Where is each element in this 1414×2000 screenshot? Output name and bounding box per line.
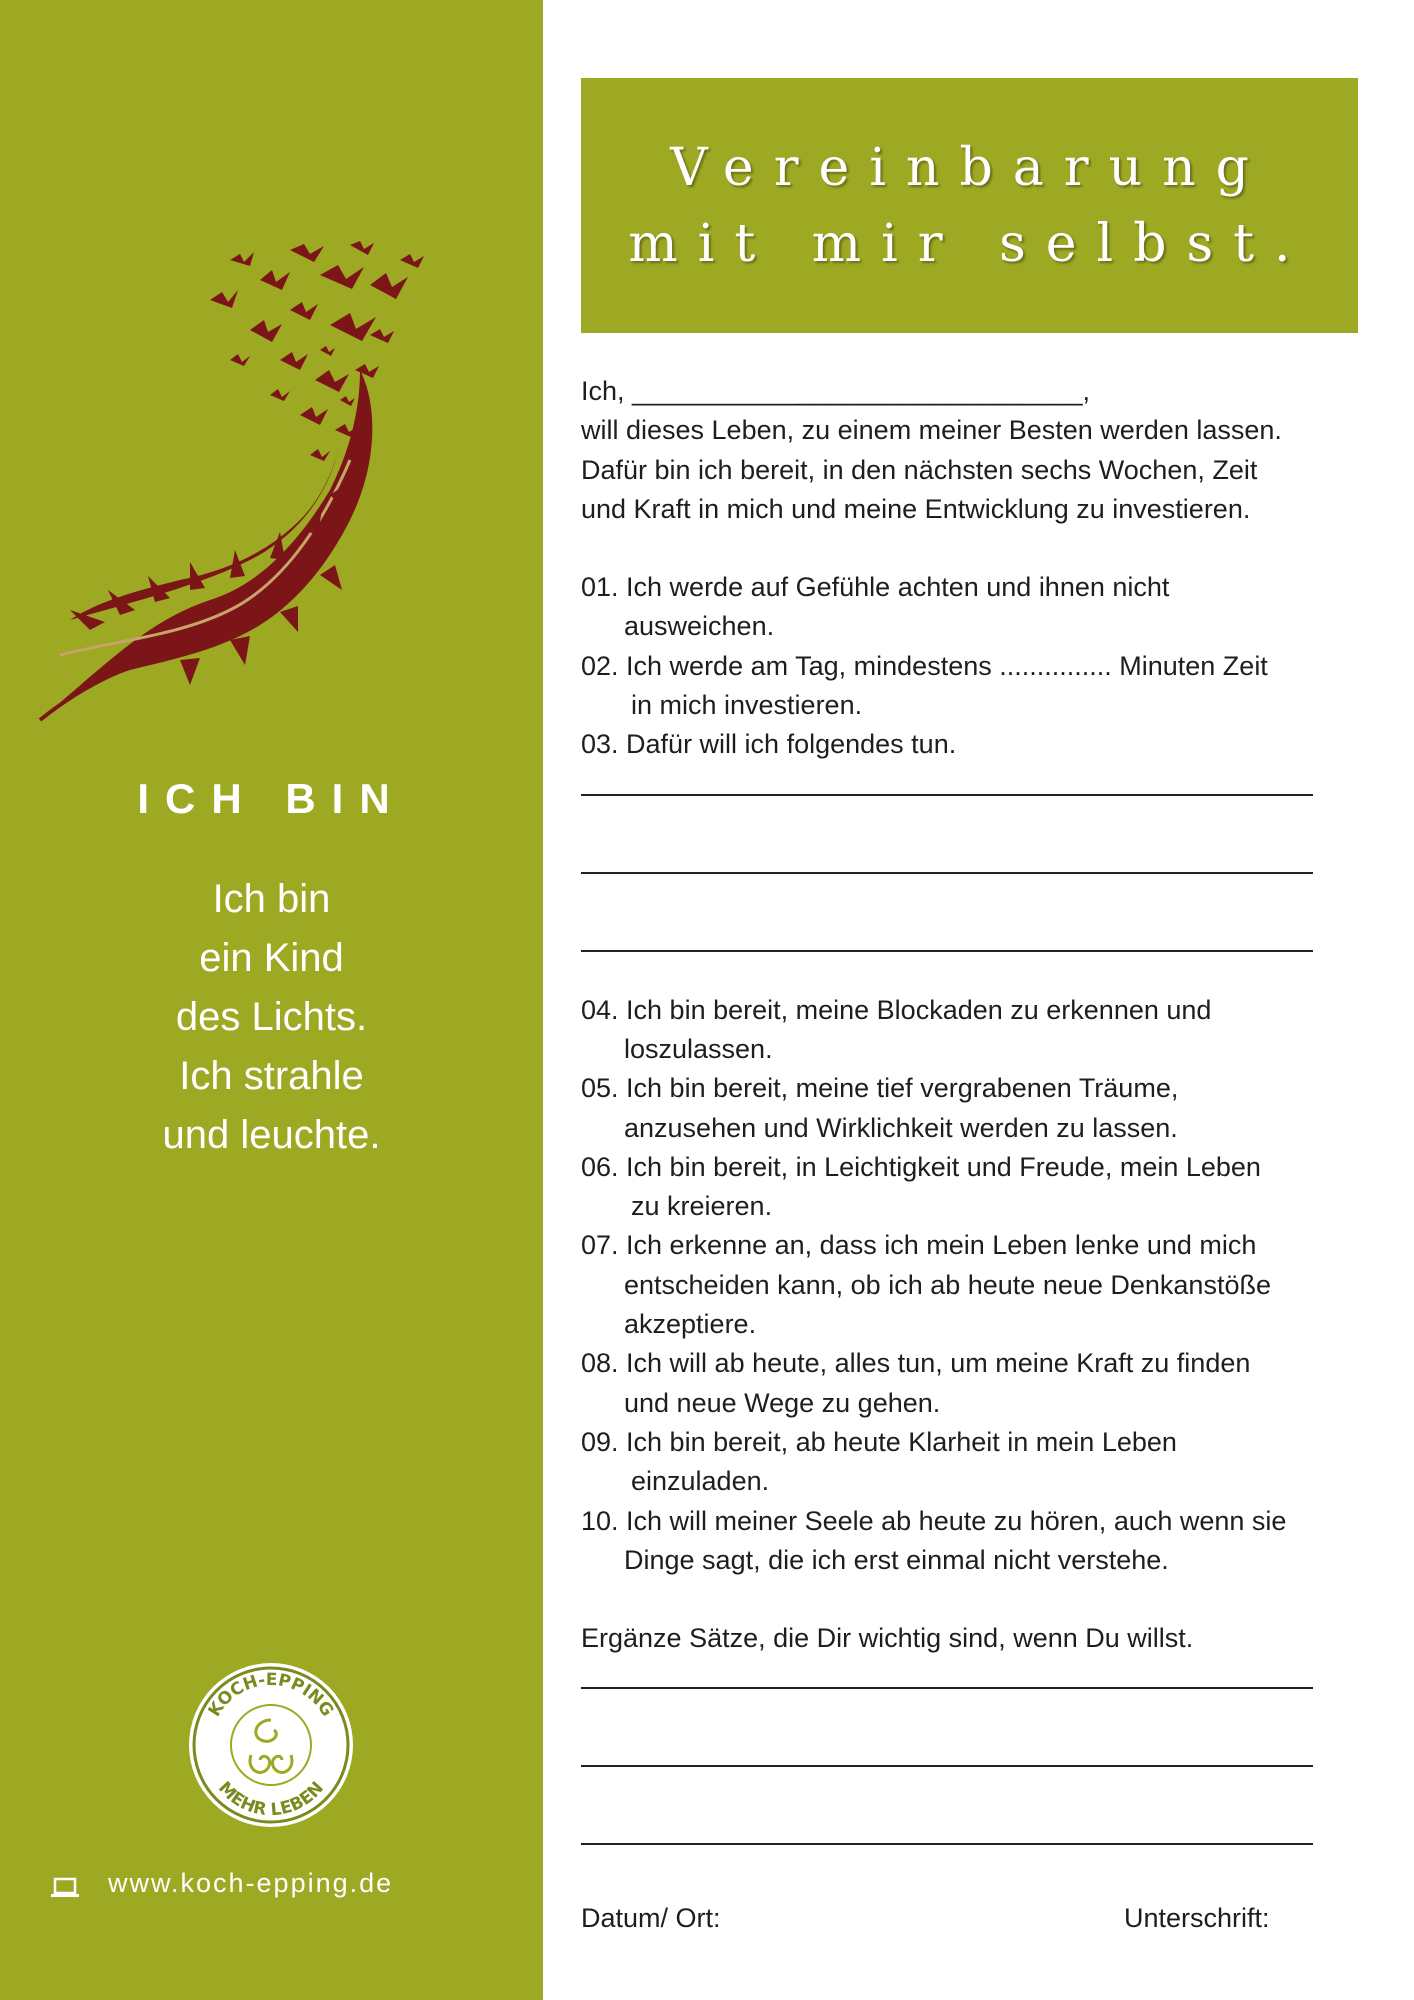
poem-line: Ich bin [212,877,331,921]
item-05-cont: anzusehen und Wirklichkeit werden zu lassen. [624,1112,1178,1143]
intro-line: Dafür bin ich bereit, in den nächsten sechs Wochen, Zeit [581,454,1258,485]
item-07-cont: akzeptiere. [624,1309,757,1340]
item-08-cont: und neue Wege zu gehen. [624,1387,941,1418]
poem-line: Ich strahle [179,1054,364,1098]
item-02: 02. Ich werde am Tag, mindestens ............... Minuten Zeit [581,650,1268,681]
intro-name-line: Ich, ______________________________, [581,376,1091,406]
item-04-cont: loszulassen. [624,1033,773,1064]
laptop-icon [50,1876,80,1900]
poem [0,870,543,1165]
intro-line: und Kraft in mich und meine Entwicklung zu investieren. [581,493,1251,524]
item-04: 04. Ich bin bereit, meine Blockaden zu erkennen und [581,994,1212,1025]
item-03: 03. Dafür will ich folgendes tun. [581,729,957,760]
item-05: 05. Ich bin bereit, meine tief vergrabenen Träume, [581,1073,1179,1104]
item-10: 10. Ich will meiner Seele ab heute zu hören, auch wenn sie [581,1505,1287,1536]
koch-epping-logo [186,1660,356,1830]
write-line[interactable] [581,921,1371,960]
item-08: 08. Ich will ab heute, alles tun, um meine Kraft zu finden [581,1348,1251,1379]
poem-line: ein Kind [199,936,344,980]
website-link[interactable]: www.koch-epping.de [108,1868,394,1898]
item-09-cont: einzuladen. [631,1466,770,1497]
item-02-cont: in mich investieren. [631,690,863,721]
logo-text-bottom: MEHR LEBEN [214,1778,328,1821]
item-01-cont: ausweichen. [624,611,775,642]
item-10-cont: Dinge sagt, die ich erst einmal nicht verstehe. [624,1544,1169,1575]
write-line[interactable] [581,1814,1371,1853]
write-line[interactable] [581,843,1371,882]
agreement-text [581,372,1371,1853]
logo-text-top: KOCH-EPPING [204,1669,338,1721]
unterschrift-label: Unterschrift: [1124,1903,1270,1933]
title-line-1: Vereinbarung [670,137,1269,198]
datum-ort-label: Datum/ Ort: [581,1903,721,1933]
write-line[interactable] [581,1658,1371,1697]
write-line[interactable] [581,765,1371,804]
title-box [581,78,1358,333]
item-06: 06. Ich bin bereit, in Leichtigkeit und Freude, mein Leben [581,1151,1261,1182]
sidebar-heading: ICH BIN [137,775,406,822]
poem-line: des Lichts. [175,995,368,1039]
write-line[interactable] [581,1736,1371,1775]
item-09: 09. Ich bin bereit, ab heute Klarheit in mein Leben [581,1426,1177,1457]
title-line-2: mit mir selbst. [628,213,1311,274]
poem-line: und leuchte. [162,1113,381,1157]
item-01: 01. Ich werde auf Gefühle achten und ihnen nicht [581,572,1170,603]
sidebar [0,0,543,2000]
extra-prompt: Ergänze Sätze, die Dir wichtig sind, wenn Du willst. [581,1623,1194,1654]
item-07: 07. Ich erkenne an, dass ich mein Leben lenke und mich [581,1230,1257,1261]
intro-line: will dieses Leben, zu einem meiner Besten werden lassen. [581,415,1282,446]
feather-birds-icon [30,240,520,740]
item-06-cont: zu kreieren. [631,1191,773,1222]
item-07-cont: entscheiden kann, ob ich ab heute neue Denkanstöße [624,1269,1271,1300]
